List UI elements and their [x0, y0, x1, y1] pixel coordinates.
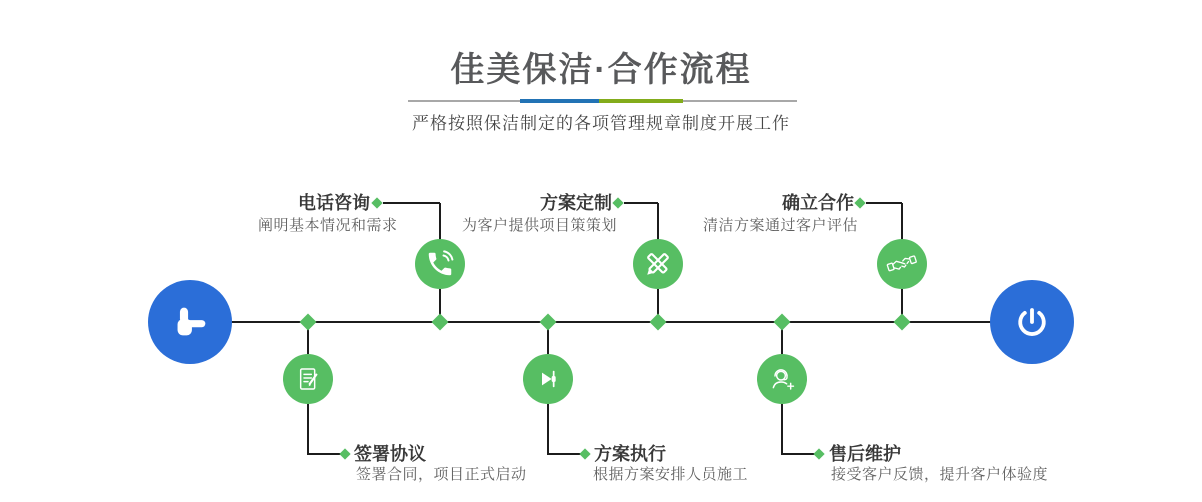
connector-line: [307, 453, 341, 455]
flow-start-node: [148, 280, 232, 364]
connector-line: [657, 203, 659, 240]
step-circle-phone: [415, 239, 465, 289]
customer-service-icon: [766, 363, 798, 395]
handshake-icon: [886, 248, 918, 280]
flow-end-node: [990, 280, 1074, 364]
node-diamond: [650, 314, 667, 331]
step-desc-phone: 阐明基本情况和需求: [258, 217, 398, 234]
step-title-contract: 签署协议: [354, 444, 426, 464]
connector-line: [624, 202, 658, 204]
step-title-service: 售后维护: [829, 444, 901, 464]
step-desc-handshake: 清洁方案通过客户评估: [703, 217, 859, 234]
contract-sign-icon: [292, 363, 324, 395]
step-circle-handshake: [877, 239, 927, 289]
step-desc-execute: 根据方案安排人员施工: [593, 466, 749, 483]
label-diamond: [339, 448, 350, 459]
connector-line: [781, 404, 783, 454]
timeline-main-line: [220, 321, 1000, 323]
connector-line: [901, 203, 903, 240]
step-desc-service: 接受客户反馈，提升客户体验度: [831, 466, 1049, 483]
divider-blue-segment: [520, 99, 599, 103]
step-desc-contract: 签署合同，项目正式启动: [356, 466, 527, 483]
label-diamond: [854, 197, 865, 208]
step-circle-design: [633, 239, 683, 289]
divider-green-segment: [599, 99, 683, 103]
connector-line: [383, 202, 440, 204]
connector-line: [547, 404, 549, 454]
pointing-hand-icon: [167, 299, 213, 345]
node-diamond: [774, 314, 791, 331]
step-title-execute: 方案执行: [594, 444, 666, 464]
step-circle-contract: [283, 354, 333, 404]
node-diamond: [894, 314, 911, 331]
connector-line: [781, 453, 815, 455]
label-diamond: [579, 448, 590, 459]
title-divider: [408, 99, 797, 104]
node-diamond: [432, 314, 449, 331]
label-diamond: [813, 448, 824, 459]
node-diamond: [540, 314, 557, 331]
connector-line: [866, 202, 902, 204]
power-icon: [1009, 299, 1055, 345]
connector-line: [439, 203, 441, 240]
pencil-ruler-icon: [643, 249, 673, 279]
page-subtitle: 严格按照保洁制定的各项管理规章制度开展工作: [412, 114, 790, 133]
step-title-handshake: 确立合作: [782, 193, 854, 213]
label-diamond: [371, 197, 382, 208]
node-diamond: [300, 314, 317, 331]
connector-line: [307, 404, 309, 454]
step-circle-execute: [523, 354, 573, 404]
page-title: 佳美保洁·合作流程: [450, 51, 752, 89]
step-title-design: 方案定制: [540, 193, 612, 213]
step-circle-service: [757, 354, 807, 404]
play-slider-icon: [532, 363, 564, 395]
phone-icon: [425, 249, 455, 279]
connector-line: [547, 453, 581, 455]
label-diamond: [612, 197, 623, 208]
step-desc-design: 为客户提供项目策策划: [462, 217, 618, 234]
step-title-phone: 电话咨询: [298, 193, 370, 213]
